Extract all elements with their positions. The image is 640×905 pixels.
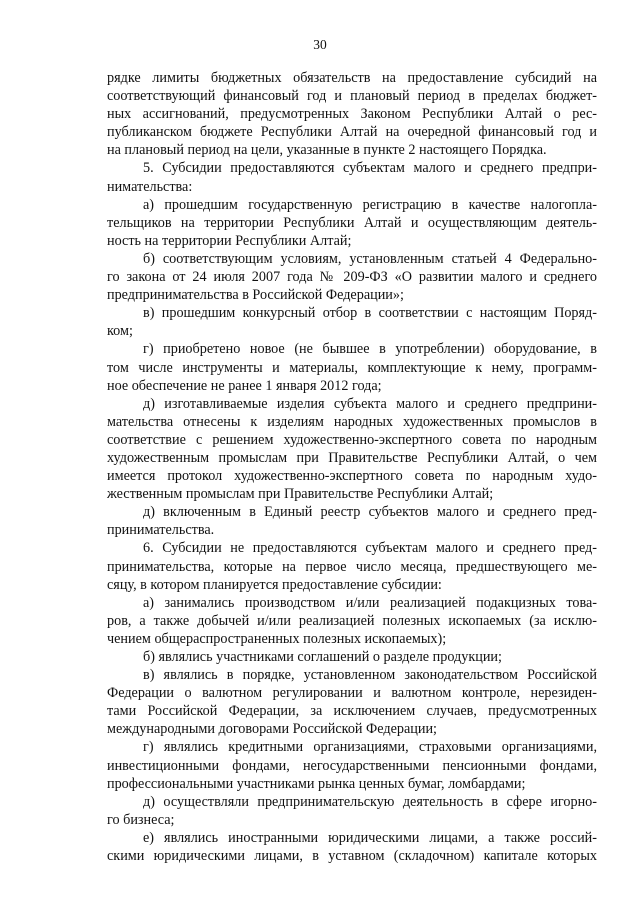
text-line: в) являлись в порядке, установленном законодательством Российской [143, 667, 597, 684]
text-line: принимательства. [107, 522, 215, 539]
text-line: имеется протокол художественно-экспертного совета по народным худо- [107, 468, 597, 485]
text-line: соответствие с решением художественно-экспертного совета по народным [107, 431, 597, 448]
text-line: ров, а также добычей и/или реализацией полезных ископаемых (за исклю- [107, 612, 597, 629]
text-line: ное обеспечение не ранее 1 января 2012 года; [107, 377, 382, 394]
text-line: на плановый период на цели, указанные в пункте 2 настоящего Порядка. [107, 142, 547, 159]
document-body [107, 69, 597, 865]
text-line: г) приобретено новое (не бывшее в употреблении) оборудование, в [143, 341, 597, 358]
page-number: 30 [313, 37, 327, 52]
text-line: е) являлись иностранными юридическими лицами, а также россий- [143, 829, 597, 846]
text-line: том числе инструменты и материалы, комплектующие к нему, программ- [107, 359, 597, 376]
text-line: чением общераспространенных полезных ископаемых); [107, 630, 447, 647]
text-line: а) прошедшим государственную регистрацию в качестве налогопла- [143, 196, 597, 213]
text-line: 5. Субсидии предоставляются субъектам малого и среднего предпри- [143, 160, 597, 177]
text-line: скими юридическими лицами, в уставном (складочном) капитале которых [107, 848, 597, 865]
text-line: д) включенным в Единый реестр субъектов малого и среднего пред- [143, 504, 597, 521]
text-line: тами Российской Федерации, за исключением случаев, предусмотренных [107, 703, 597, 720]
text-line: б) соответствующим условиям, установленным статьей 4 Федерально- [143, 250, 597, 267]
text-line: международными договорами Российской Федерации; [107, 721, 438, 738]
text-line: предпринимательства в Российской Федерации»; [107, 287, 404, 304]
text-line: г) являлись кредитными организациями, страховыми организациями, [143, 739, 597, 756]
text-line: рядке лимиты бюджетных обязательств на предоставление субсидий на [107, 70, 597, 86]
text-line: д) осуществляли предпринимательскую деятельность в сфере игорно- [143, 793, 597, 810]
text-line: го бизнеса; [107, 811, 175, 828]
text-line: профессиональными участниками рынка ценных бумаг, ломбардами; [107, 775, 526, 792]
text-line: д) изготавливаемые изделия субъекта малого и среднего предприни- [143, 395, 597, 412]
text-line: соответствующий финансовый год и плановый период в пределах бюджет- [107, 88, 597, 105]
text-line: ных ассигнований, предусмотренных Законом Республики Алтай о рес- [107, 106, 597, 123]
text-line: ность на территории Республики Алтай; [107, 232, 352, 249]
text-line: Федерации о валютном регулировании и валютном контроле, нерезиден- [107, 685, 597, 702]
text-line: го закона от 24 июля 2007 года № 209-ФЗ «О развитии малого и среднего [107, 269, 597, 286]
text-line: б) являлись участниками соглашений о разделе продукции; [143, 649, 502, 665]
text-line: нимательства: [107, 178, 193, 195]
text-line: в) прошедшим конкурсный отбор в соответствии с настоящим Поряд- [143, 305, 597, 322]
text-line: ком; [107, 323, 133, 340]
text-line: публиканском бюджете Республики Алтай на очередной финансовый год и [107, 124, 597, 141]
text-line: художественным промыслам при Правительстве Республики Алтай, о чем [107, 449, 597, 466]
text-line: а) занимались производством и/или реализацией подакцизных това- [143, 594, 597, 611]
text-line: сяцу, в котором планируется предоставление субсидии: [107, 576, 442, 593]
text-line: жественным промыслам при Правительстве Республики Алтай; [107, 486, 494, 503]
text-line: тельщиков на территории Республики Алтай и осуществляющим деятель- [107, 214, 597, 231]
text-line: мательства отнесены к изделиям народных художественных промыслов в [107, 413, 597, 430]
text-line: инвестиционными фондами, негосударственными пенсионными фондами, [107, 757, 597, 774]
text-line: принимательства, которые на первое число месяца, предшествующего ме- [107, 558, 597, 575]
text-line: 6. Субсидии не предоставляются субъектам малого и среднего пред- [143, 540, 597, 557]
